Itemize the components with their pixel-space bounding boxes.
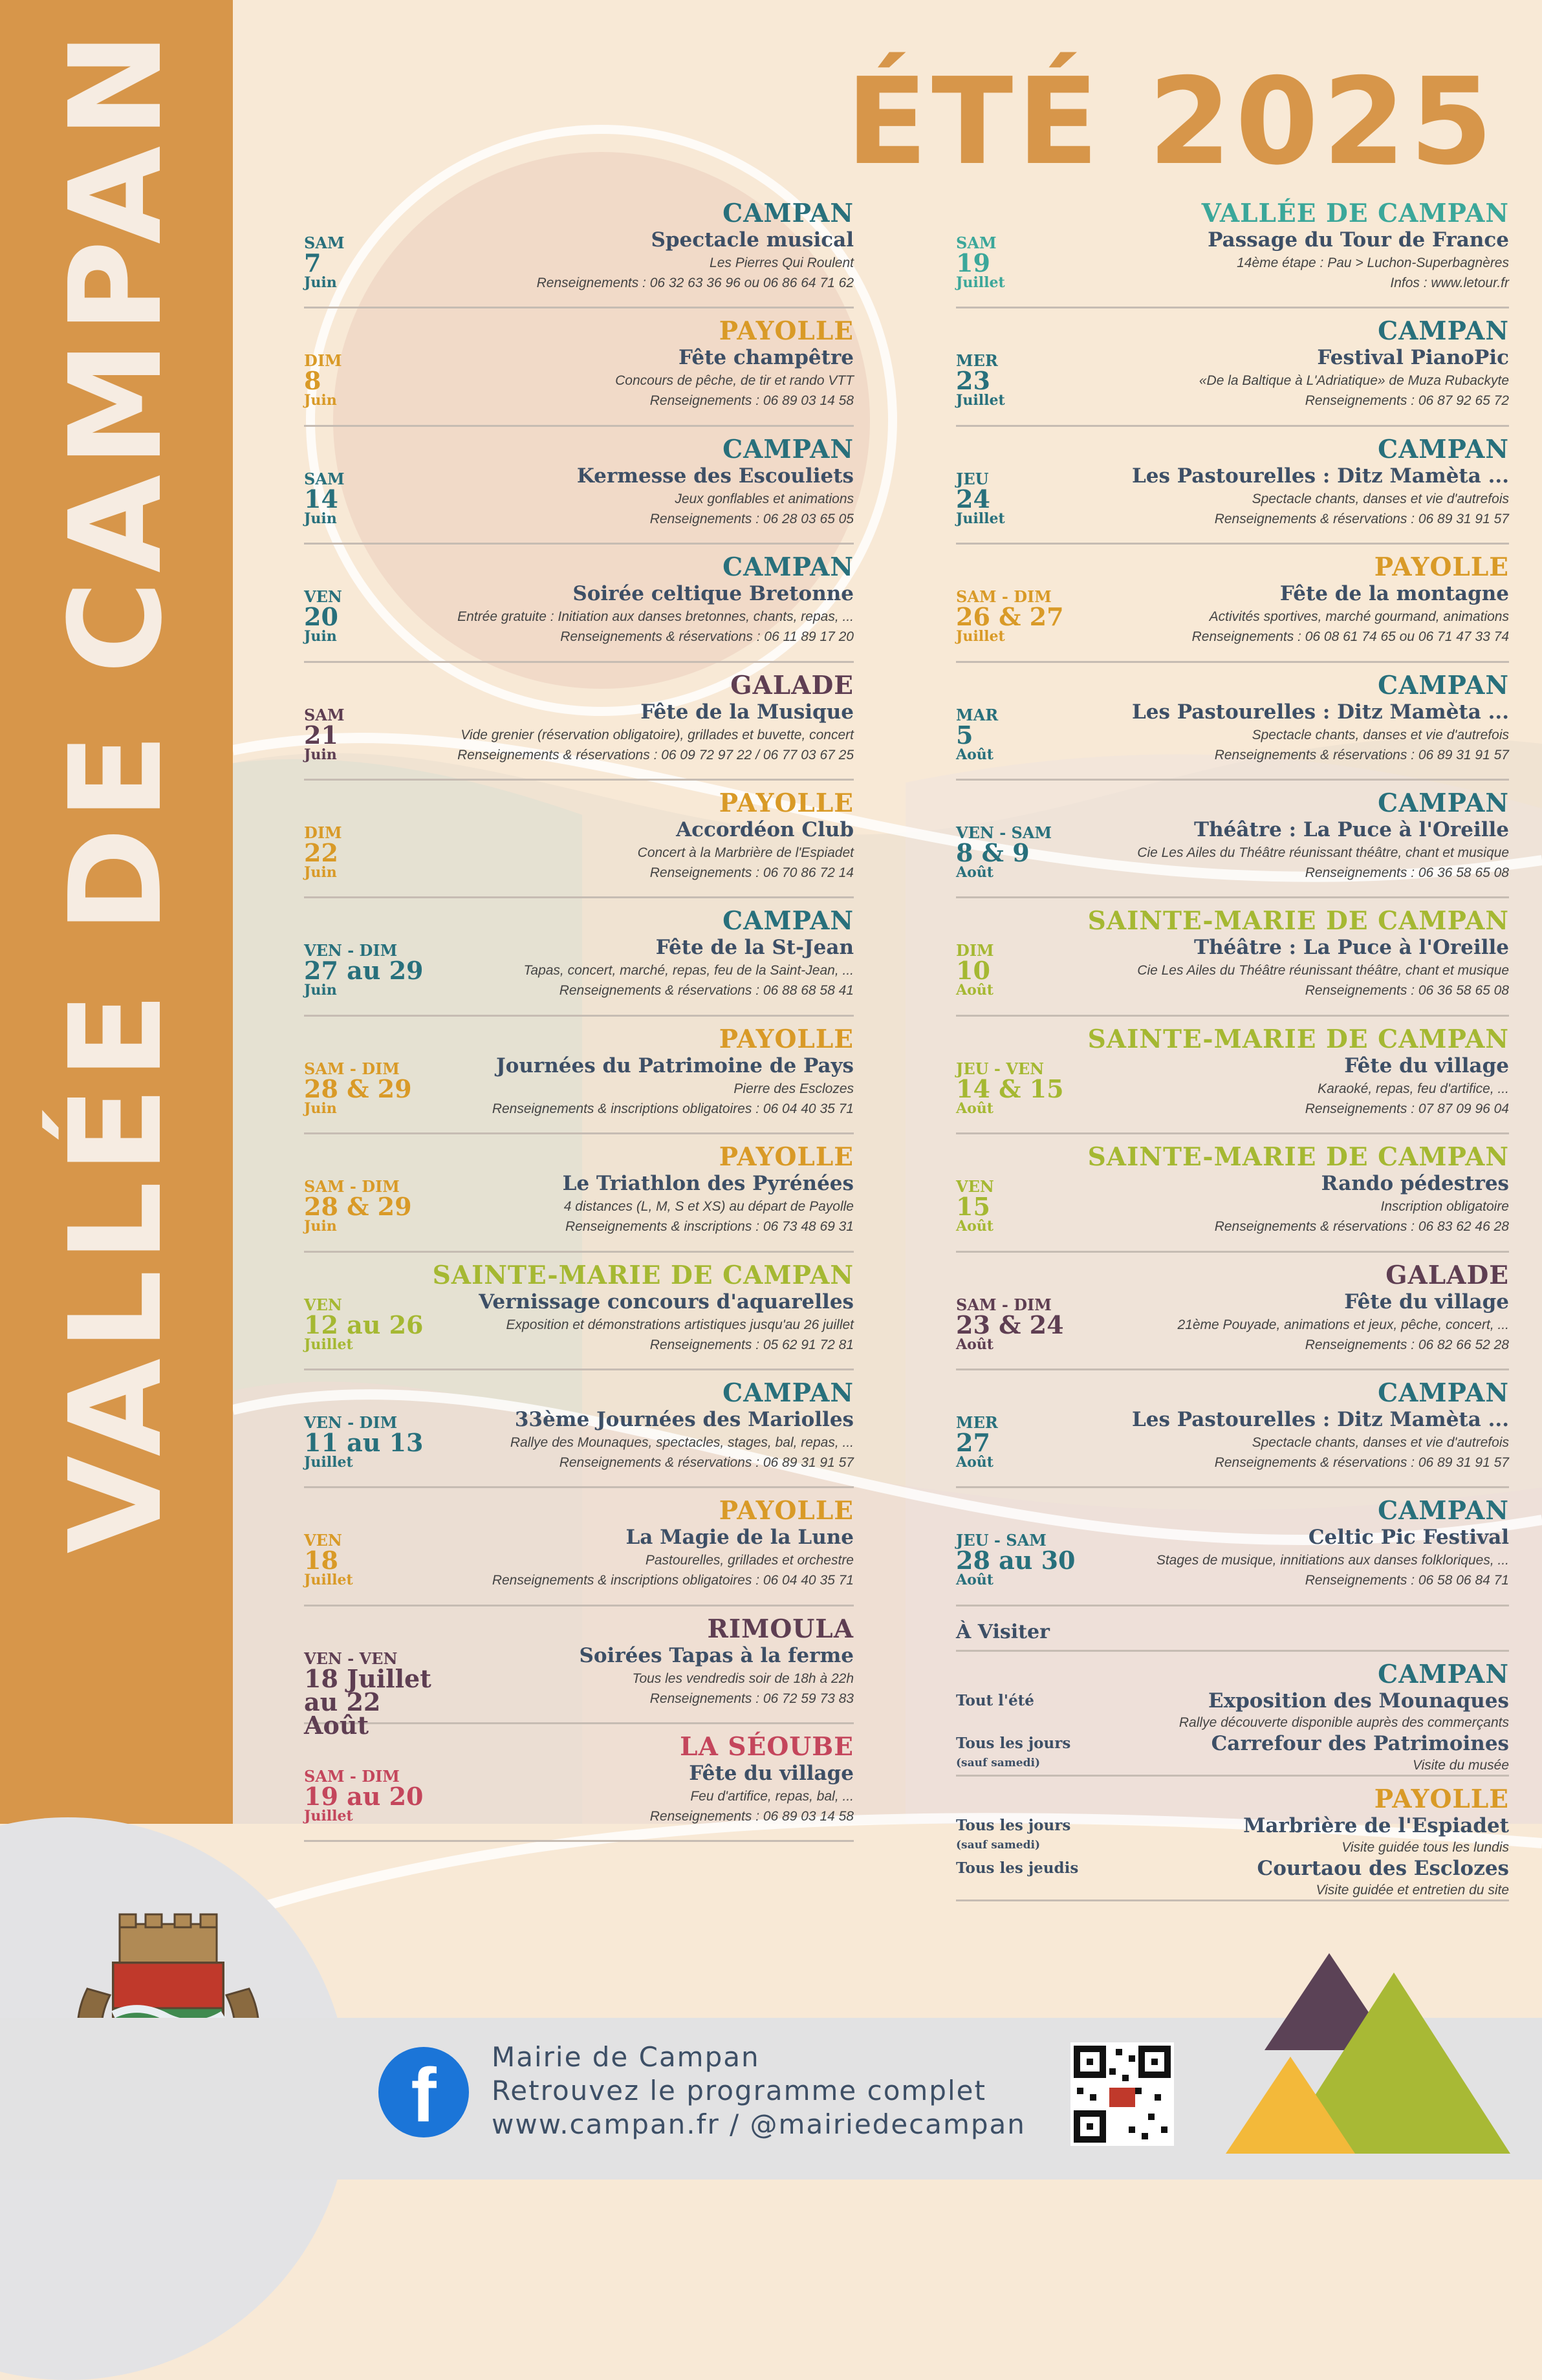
event-month: Juin: [304, 392, 337, 409]
event-location: CAMPAN: [1378, 434, 1509, 464]
event-title: Soirées Tapas à la ferme: [579, 1643, 854, 1667]
event-contact: Renseignements & réservations : 06 09 72 97 22 / 06 77 03 67 25: [457, 747, 854, 763]
event-weekday: SAM: [304, 469, 345, 488]
event-date: [956, 1297, 1105, 1352]
event-date: [304, 707, 453, 763]
event-month: Juillet: [304, 1572, 353, 1589]
event-entry: [956, 781, 1509, 898]
visit-when: Tout l'été: [956, 1691, 1034, 1709]
page-title: ÉTÉ 2025: [845, 52, 1497, 191]
event-entry: [304, 308, 854, 426]
event-title: Vernissage concours d'aquarelles: [479, 1290, 854, 1314]
event-description: Feu d'artifice, repas, bal, ...: [690, 1789, 854, 1804]
event-contact: Renseignements : 06 72 59 73 83: [649, 1691, 854, 1706]
event-location: CAMPAN: [1378, 788, 1509, 818]
event-date: [956, 1061, 1105, 1116]
event-description: «De la Baltique à L'Adriatique» de Muza Rubackyte: [1199, 373, 1509, 389]
event-description: Inscription obligatoire: [1380, 1199, 1509, 1215]
event-date: [304, 471, 453, 526]
visit-section: [956, 1606, 1509, 1901]
event-weekday: VEN - VEN: [304, 1649, 398, 1668]
event-title: Rando pédestres: [1321, 1172, 1509, 1196]
right-event-column: [956, 191, 1509, 1901]
event-description: Les Pierres Qui Roulent: [710, 255, 854, 270]
event-weekday: VEN - DIM: [304, 941, 398, 960]
event-title: Soirée celtique Bretonne: [572, 582, 854, 606]
event-weekday: DIM: [304, 823, 342, 842]
event-weekday: MER: [956, 1412, 998, 1432]
visit-subtitle: Visite guidée et entretien du site: [1316, 1882, 1509, 1898]
event-date: [304, 825, 453, 880]
event-description: Exposition et démonstrations artistiques jusqu'au 26 juillet: [506, 1317, 854, 1332]
event-entry: [304, 1724, 854, 1842]
event-day: 5: [956, 720, 973, 750]
event-weekday: JEU: [956, 469, 989, 488]
visit-when: Tous les jours: [956, 1734, 1071, 1752]
event-date: [956, 1532, 1105, 1588]
footer-text: [492, 2040, 1026, 2141]
event-title: Théâtre : La Puce à l'Oreille: [1194, 817, 1509, 841]
event-day: 20: [304, 602, 338, 632]
event-description: Rallye des Mounaques, spectacles, stages, bal, repas, ...: [510, 1434, 854, 1450]
event-date: [956, 235, 1105, 290]
event-location: PAYOLLE: [719, 1496, 854, 1526]
event-date: [304, 1061, 453, 1116]
event-weekday: SAM: [956, 233, 997, 252]
event-description: 14ème étape : Pau > Luchon-Superbagnères: [1237, 255, 1509, 270]
event-title: Fête champêtre: [679, 346, 854, 370]
event-day: 14 & 15: [956, 1074, 1064, 1103]
visit-block: [956, 1777, 1509, 1901]
event-date: [956, 471, 1105, 526]
event-title: Spectacle musical: [651, 228, 854, 252]
event-entry: [304, 427, 854, 545]
event-weekday: VEN: [304, 1531, 342, 1550]
event-location: CAMPAN: [722, 1378, 854, 1408]
event-month: Juin: [304, 863, 337, 881]
event-day: 23 & 24: [956, 1310, 1064, 1339]
event-description: Tapas, concert, marché, repas, feu de la Saint-Jean, ...: [523, 963, 854, 979]
event-description: Concours de pêche, de tir et rando VTT: [615, 373, 854, 389]
event-description: Stages de musique, innitiations aux danses folkloriques, ...: [1156, 1553, 1509, 1568]
event-day: 27 au 29: [304, 956, 424, 986]
event-contact: Renseignements : 06 28 03 65 05: [649, 511, 854, 526]
event-contact: Renseignements & inscriptions obligatoires : 06 04 40 35 71: [492, 1101, 854, 1116]
event-contact: Renseignements : 06 70 86 72 14: [649, 865, 854, 880]
event-month: Août: [956, 746, 994, 763]
event-contact: Renseignements : 06 08 61 74 65 ou 06 71 47 33 74: [1191, 629, 1509, 645]
event-location: CAMPAN: [1378, 1496, 1509, 1526]
footer-line-2: Retrouvez le programme complet: [492, 2075, 986, 2106]
event-description: Cie Les Ailes du Théâtre réunissant théâtre, chant et musique: [1137, 963, 1509, 979]
event-entry: [304, 898, 854, 1016]
event-month: Août: [956, 1336, 994, 1353]
event-weekday: MER: [956, 351, 998, 371]
event-month: Août: [956, 1572, 994, 1589]
event-entry: [304, 1017, 854, 1134]
event-title: Fête de la montagne: [1279, 582, 1509, 606]
event-entry: [304, 781, 854, 898]
event-weekday: SAM: [304, 233, 345, 252]
event-description: Spectacle chants, danses et vie d'autrefois: [1252, 491, 1509, 506]
event-location: LA SÉOUBE: [680, 1732, 854, 1762]
event-entry: [956, 1253, 1509, 1370]
event-weekday: SAM - DIM: [304, 1767, 400, 1786]
event-month: Juillet: [304, 1808, 353, 1825]
event-weekday: SAM - DIM: [956, 587, 1052, 607]
event-month: Août: [956, 982, 994, 999]
sidebar-band: [0, 0, 233, 1824]
event-day: 8: [304, 366, 321, 396]
event-location: SAINTE-MARIE DE CAMPAN: [1087, 1024, 1509, 1054]
event-day: 8 & 9: [956, 838, 1030, 867]
visit-subtitle: Rallye découverte disponible auprès des commerçants: [1178, 1715, 1509, 1730]
event-contact: Renseignements & réservations : 06 89 31 91 57: [1214, 511, 1509, 526]
event-date: [304, 235, 453, 290]
event-day: 18 Juillet au 22 Août: [304, 1663, 431, 1740]
event-location: SAINTE-MARIE DE CAMPAN: [1087, 906, 1509, 936]
event-title: Fête de la St-Jean: [655, 936, 854, 960]
facebook-icon[interactable]: [378, 2047, 469, 2137]
event-description: Entrée gratuite : Initiation aux danses bretonnes, chants, repas, ...: [457, 609, 854, 625]
event-weekday: VEN: [304, 587, 342, 607]
event-weekday: DIM: [304, 351, 342, 371]
visit-when-note: (sauf samedi): [956, 1838, 1040, 1852]
event-day: 26 & 27: [956, 602, 1064, 632]
event-weekday: SAM - DIM: [304, 1059, 400, 1078]
event-date: [304, 352, 453, 408]
event-entry: [956, 1370, 1509, 1488]
event-title: Journées du Patrimoine de Pays: [496, 1054, 854, 1077]
event-day: 23: [956, 366, 990, 396]
event-month: Août: [956, 1218, 994, 1235]
visit-title: Exposition des Mounaques: [1208, 1689, 1509, 1713]
event-weekday: MAR: [956, 705, 999, 724]
event-weekday: JEU - SAM: [956, 1531, 1047, 1550]
sidebar-title: VALLÉE DE CAMPAN: [43, 24, 190, 1554]
event-day: 28 & 29: [304, 1074, 412, 1103]
event-title: Théâtre : La Puce à l'Oreille: [1194, 936, 1509, 960]
event-day: 7: [304, 248, 321, 277]
event-description: Pierre des Esclozes: [733, 1081, 854, 1096]
event-entry: [956, 1017, 1509, 1134]
event-month: Juillet: [956, 274, 1005, 291]
event-entry: [304, 1134, 854, 1252]
event-location: PAYOLLE: [719, 1142, 854, 1173]
event-location: PAYOLLE: [1374, 552, 1509, 583]
event-day: 19 au 20: [304, 1782, 424, 1812]
event-entry: [956, 898, 1509, 1016]
footer-website-link[interactable]: www.campan.fr / @mairiedecampan: [492, 2108, 1026, 2140]
event-entry: [956, 308, 1509, 426]
event-title: Kermesse des Escouliets: [576, 464, 854, 488]
event-title: Fête de la Musique: [640, 700, 854, 724]
event-location: CAMPAN: [1378, 316, 1509, 347]
event-date: [956, 942, 1105, 998]
event-location: GALADE: [730, 670, 854, 700]
visit-when-note: (sauf samedi): [956, 1756, 1040, 1769]
visit-title: Marbrière de l'Espiadet: [1243, 1813, 1509, 1837]
event-entry: [304, 663, 854, 781]
visit-subtitle: Visite guidée tous les lundis: [1341, 1839, 1509, 1855]
event-month: Juillet: [304, 1453, 353, 1471]
event-day: 28 au 30: [956, 1546, 1076, 1575]
event-contact: Renseignements & réservations : 06 89 31 91 57: [1214, 747, 1509, 763]
event-month: Juillet: [956, 392, 1005, 409]
event-date: [956, 589, 1105, 644]
event-day: 21: [304, 720, 338, 750]
event-day: 18: [304, 1546, 338, 1575]
mountains-logo: [1226, 1953, 1510, 2154]
event-date: [304, 1768, 453, 1824]
event-location: PAYOLLE: [719, 788, 854, 818]
event-date: [304, 1297, 453, 1352]
event-contact: Renseignements & réservations : 06 83 62 46 28: [1214, 1219, 1509, 1235]
event-day: 27: [956, 1427, 990, 1457]
event-day: 14: [304, 484, 338, 514]
event-entry: [956, 545, 1509, 662]
event-description: Vide grenier (réservation obligatoire), grillades et buvette, concert: [461, 727, 854, 742]
visit-row: [956, 1814, 1509, 1857]
event-contact: Renseignements & réservations : 06 89 31 91 57: [559, 1455, 854, 1470]
event-location: CAMPAN: [1378, 670, 1509, 700]
event-contact: Renseignements : 06 82 66 52 28: [1305, 1337, 1509, 1352]
event-contact: Renseignements : 07 87 09 96 04: [1305, 1101, 1509, 1116]
event-description: Pastourelles, grillades et orchestre: [645, 1553, 854, 1568]
event-entry: [304, 545, 854, 662]
event-day: 19: [956, 248, 990, 277]
event-contact: Renseignements : 06 36 58 65 08: [1305, 865, 1509, 880]
event-weekday: VEN - SAM: [956, 823, 1052, 842]
event-day: 28 & 29: [304, 1192, 412, 1222]
event-description: Cie Les Ailes du Théâtre réunissant théâtre, chant et musique: [1137, 845, 1509, 860]
event-location: CAMPAN: [1378, 1378, 1509, 1408]
event-location: PAYOLLE: [719, 316, 854, 347]
event-description: Spectacle chants, danses et vie d'autrefois: [1252, 1434, 1509, 1450]
event-month: Juillet: [956, 628, 1005, 645]
event-description: 21ème Pouyade, animations et jeux, pêche, concert, ...: [1177, 1317, 1509, 1332]
event-contact: Infos : www.letour.fr: [1390, 276, 1509, 290]
event-title: Les Pastourelles : Ditz Mamèta ...: [1131, 464, 1509, 488]
event-month: Juin: [304, 1099, 337, 1117]
event-weekday: SAM - DIM: [304, 1177, 400, 1196]
event-entry: [304, 1488, 854, 1606]
event-entry: [956, 663, 1509, 781]
event-title: 33ème Journées des Mariolles: [514, 1407, 854, 1431]
event-date: [956, 352, 1105, 408]
event-location: SAINTE-MARIE DE CAMPAN: [432, 1260, 854, 1290]
facebook-letter: f: [411, 2053, 437, 2138]
event-day: 24: [956, 484, 990, 514]
event-location: CAMPAN: [722, 552, 854, 583]
visit-location: PAYOLLE: [1374, 1784, 1509, 1814]
event-title: Fête du village: [1344, 1054, 1509, 1077]
visit-block: [956, 1652, 1509, 1777]
event-title: Le Triathlon des Pyrénées: [562, 1172, 854, 1196]
event-location: CAMPAN: [722, 199, 854, 228]
event-title: Fête du village: [689, 1762, 854, 1786]
event-contact: Renseignements : 06 32 63 36 96 ou 06 86 64 71 62: [536, 276, 854, 290]
event-weekday: JEU - VEN: [956, 1059, 1045, 1078]
event-date: [956, 1178, 1105, 1234]
event-contact: Renseignements : 06 87 92 65 72: [1305, 393, 1509, 409]
event-entry: [304, 1370, 854, 1488]
left-event-column: [304, 191, 854, 1842]
event-title: Celtic Pic Festival: [1308, 1526, 1509, 1550]
event-weekday: VEN: [956, 1177, 994, 1196]
event-month: Août: [956, 1453, 994, 1471]
event-month: Juin: [304, 982, 337, 999]
event-day: 15: [956, 1192, 990, 1222]
event-date: [304, 1414, 453, 1470]
event-entry: [304, 191, 854, 308]
event-location: GALADE: [1385, 1260, 1509, 1290]
event-day: 11 au 13: [304, 1427, 424, 1457]
event-contact: Renseignements : 06 89 03 14 58: [649, 393, 854, 409]
event-month: Août: [956, 863, 994, 881]
event-entry: [304, 1253, 854, 1370]
event-title: La Magie de la Lune: [625, 1526, 854, 1550]
event-weekday: SAM: [304, 705, 345, 724]
event-date: [304, 589, 453, 644]
event-location: VALLÉE DE CAMPAN: [1201, 199, 1509, 228]
visit-title: Carrefour des Patrimoines: [1211, 1731, 1509, 1755]
event-weekday: DIM: [956, 941, 994, 960]
event-contact: Renseignements & réservations : 06 11 89 17 20: [560, 629, 854, 645]
event-contact: Renseignements : 06 58 06 84 71: [1305, 1573, 1509, 1588]
event-title: Fête du village: [1344, 1290, 1509, 1314]
event-month: Juillet: [956, 510, 1005, 527]
event-day: 12 au 26: [304, 1310, 424, 1339]
event-description: Jeux gonflables et animations: [675, 491, 854, 506]
visit-row: [956, 1857, 1509, 1899]
event-month: Juin: [304, 746, 337, 763]
event-entry: [956, 191, 1509, 308]
qr-code[interactable]: [1070, 2042, 1174, 2146]
event-description: Activités sportives, marché gourmand, animations: [1209, 609, 1509, 625]
visit-row: [956, 1689, 1509, 1732]
footer-line-1: Mairie de Campan: [492, 2041, 760, 2073]
event-description: Karaoké, repas, feu d'artifice, ...: [1318, 1081, 1509, 1096]
event-contact: Renseignements : 06 89 03 14 58: [649, 1809, 854, 1824]
event-contact: Renseignements : 06 36 58 65 08: [1305, 983, 1509, 999]
visit-header: À Visiter: [956, 1606, 1509, 1652]
event-location: CAMPAN: [722, 906, 854, 936]
visit-title: Courtaou des Esclozes: [1257, 1856, 1509, 1880]
event-date: [304, 1532, 453, 1588]
visit-when: Tous les jeudis: [956, 1859, 1079, 1877]
event-date: [304, 942, 453, 998]
visit-row: [956, 1732, 1509, 1775]
event-entry: [956, 427, 1509, 545]
event-date: [304, 1178, 453, 1234]
event-day: 10: [956, 956, 990, 986]
visit-when: Tous les jours: [956, 1816, 1071, 1834]
event-month: Juin: [304, 274, 337, 291]
visit-location: CAMPAN: [1378, 1659, 1509, 1689]
event-weekday: VEN - DIM: [304, 1412, 398, 1432]
event-location: SAINTE-MARIE DE CAMPAN: [1087, 1142, 1509, 1173]
event-month: Juin: [304, 510, 337, 527]
event-weekday: SAM - DIM: [956, 1295, 1052, 1314]
event-description: Tous les vendredis soir de 18h à 22h: [632, 1671, 854, 1686]
event-month: Juillet: [304, 1336, 353, 1353]
event-description: 4 distances (L, M, S et XS) au départ de Payolle: [563, 1199, 854, 1215]
event-title: Les Pastourelles : Ditz Mamèta ...: [1131, 700, 1509, 724]
event-location: RIMOULA: [707, 1614, 854, 1644]
event-contact: Renseignements & réservations : 06 88 68 58 41: [559, 983, 854, 999]
event-location: CAMPAN: [722, 434, 854, 464]
event-entry: [956, 1488, 1509, 1606]
event-month: Août: [956, 1099, 994, 1117]
event-date: [956, 707, 1105, 763]
event-title: Passage du Tour de France: [1208, 228, 1509, 252]
event-entry: [304, 1606, 854, 1740]
event-title: Festival PianoPic: [1317, 346, 1509, 370]
event-month: Juin: [304, 1218, 337, 1235]
event-title: Accordéon Club: [676, 817, 854, 841]
event-date: [956, 1414, 1105, 1470]
event-contact: Renseignements & inscriptions obligatoires : 06 04 40 35 71: [492, 1573, 854, 1588]
event-date: [956, 825, 1105, 880]
event-description: Spectacle chants, danses et vie d'autrefois: [1252, 727, 1509, 742]
event-day: 22: [304, 838, 338, 867]
event-entry: [956, 1134, 1509, 1252]
event-month: Juin: [304, 628, 337, 645]
event-location: PAYOLLE: [719, 1024, 854, 1054]
event-weekday: VEN: [304, 1295, 342, 1314]
event-description: Concert à la Marbrière de l'Espiadet: [637, 845, 854, 860]
event-contact: Renseignements & réservations : 06 89 31 91 57: [1214, 1455, 1509, 1470]
event-contact: Renseignements : 05 62 91 72 81: [649, 1337, 854, 1352]
event-contact: Renseignements & inscriptions : 06 73 48 69 31: [565, 1219, 854, 1235]
visit-subtitle: Visite du musée: [1412, 1757, 1509, 1773]
event-title: Les Pastourelles : Ditz Mamèta ...: [1131, 1407, 1509, 1431]
